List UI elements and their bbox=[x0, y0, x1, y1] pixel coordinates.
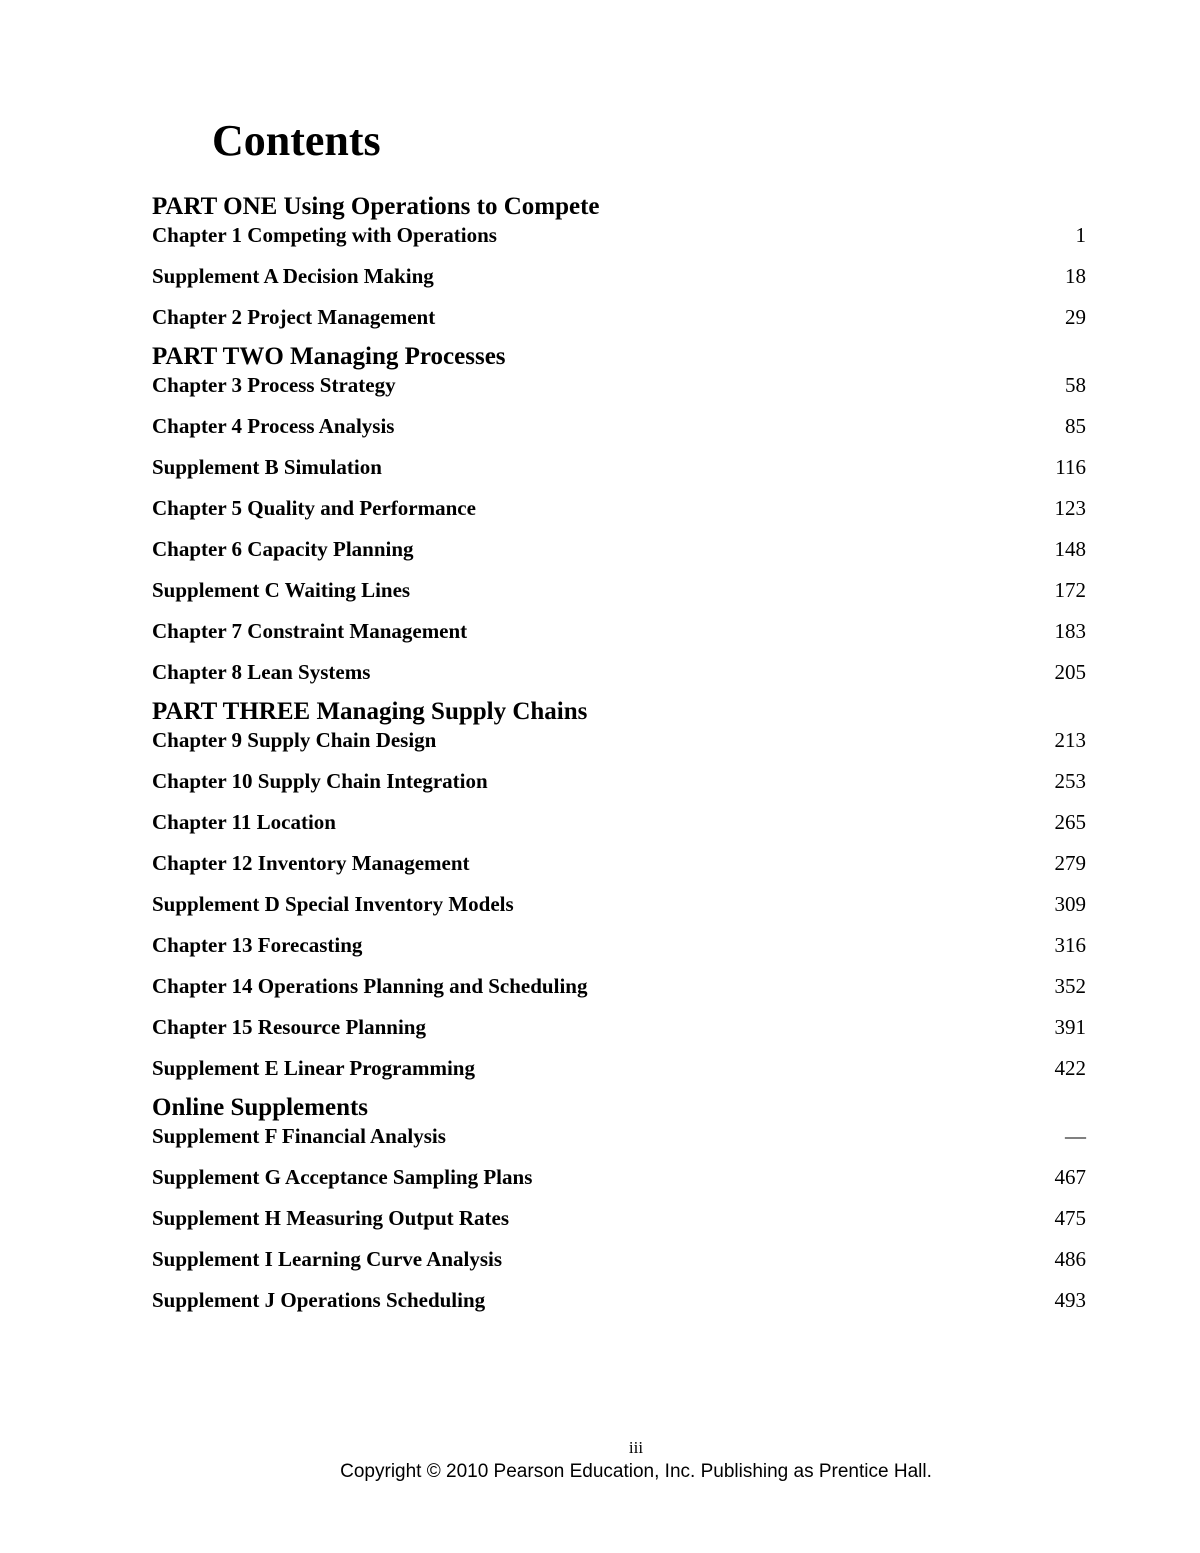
toc-entry-page-number: 391 bbox=[1054, 1015, 1086, 1039]
part-heading: PART ONE Using Operations to Compete bbox=[152, 193, 600, 220]
table-of-contents bbox=[152, 192, 1086, 1313]
toc-entry-title: Chapter 1 Competing with Operations bbox=[152, 223, 497, 247]
toc-entry-title: Chapter 6 Capacity Planning bbox=[152, 537, 414, 561]
toc-entry bbox=[152, 659, 1086, 685]
toc-entry bbox=[152, 891, 1086, 917]
toc-entry-title: Chapter 3 Process Strategy bbox=[152, 373, 396, 397]
toc-entry bbox=[152, 1205, 1086, 1231]
toc-entry-title: Chapter 8 Lean Systems bbox=[152, 660, 371, 684]
toc-entry-page-number: 1 bbox=[1075, 223, 1086, 247]
toc-entry-title: Supplement J Operations Scheduling bbox=[152, 1288, 486, 1312]
toc-entry-page-number: 213 bbox=[1054, 728, 1086, 752]
toc-section bbox=[152, 1093, 1086, 1313]
toc-entry-title: Supplement I Learning Curve Analysis bbox=[152, 1247, 503, 1271]
footer-copyright: Copyright © 2010 Pearson Education, Inc. Publishing as Prentice Hall. bbox=[340, 1461, 932, 1482]
toc-entry-title: Chapter 12 Inventory Management bbox=[152, 851, 470, 875]
toc-entry bbox=[152, 932, 1086, 958]
toc-entry-page-number: 123 bbox=[1054, 496, 1086, 520]
toc-entry bbox=[152, 1246, 1086, 1272]
toc-entry-page-number: 29 bbox=[1065, 305, 1086, 329]
toc-entry-title: Chapter 15 Resource Planning bbox=[152, 1015, 426, 1039]
toc-entry bbox=[152, 1055, 1086, 1081]
toc-entry bbox=[152, 1014, 1086, 1040]
toc-entry-page-number: 85 bbox=[1065, 414, 1086, 438]
toc-entry-title: Supplement F Financial Analysis bbox=[152, 1124, 446, 1148]
toc-entry-page-number: 148 bbox=[1054, 537, 1086, 561]
toc-entry-page-number: 467 bbox=[1054, 1165, 1086, 1189]
toc-entry bbox=[152, 850, 1086, 876]
toc-entry bbox=[152, 809, 1086, 835]
footer-page-number: iii bbox=[628, 1438, 644, 1457]
toc-entry-title: Supplement E Linear Programming bbox=[152, 1056, 475, 1080]
toc-section bbox=[152, 697, 1086, 1081]
toc-entry bbox=[152, 536, 1086, 562]
toc-entry-page-number: — bbox=[1065, 1124, 1086, 1148]
toc-entry-page-number: 352 bbox=[1054, 974, 1086, 998]
toc-entry-page-number: 309 bbox=[1054, 892, 1086, 916]
toc-entry-page-number: 265 bbox=[1054, 810, 1086, 834]
toc-entry-title: Chapter 7 Constraint Management bbox=[152, 619, 468, 643]
toc-entry bbox=[152, 618, 1086, 644]
toc-entry-title: Supplement G Acceptance Sampling Plans bbox=[152, 1165, 533, 1189]
toc-section bbox=[152, 342, 1086, 685]
toc-entry-page-number: 279 bbox=[1054, 851, 1086, 875]
toc-entry bbox=[152, 1164, 1086, 1190]
toc-entry bbox=[152, 304, 1086, 330]
toc-entry-page-number: 116 bbox=[1055, 455, 1086, 479]
toc-entry bbox=[152, 454, 1086, 480]
toc-entry-title: Supplement A Decision Making bbox=[152, 264, 434, 288]
part-heading: Online Supplements bbox=[152, 1094, 369, 1121]
toc-entry-title: Chapter 13 Forecasting bbox=[152, 933, 363, 957]
toc-entry-title: Supplement C Waiting Lines bbox=[152, 578, 411, 602]
part-heading: PART TWO Managing Processes bbox=[152, 343, 506, 370]
toc-entry-title: Chapter 9 Supply Chain Design bbox=[152, 728, 437, 752]
toc-entry-title: Chapter 11 Location bbox=[152, 810, 336, 834]
toc-entry-title: Chapter 4 Process Analysis bbox=[152, 414, 395, 438]
toc-entry bbox=[152, 768, 1086, 794]
toc-entry bbox=[152, 372, 1086, 398]
toc-entry-title: Chapter 2 Project Management bbox=[152, 305, 436, 329]
toc-entry bbox=[152, 727, 1086, 753]
toc-entry bbox=[152, 222, 1086, 248]
toc-entry-title: Chapter 5 Quality and Performance bbox=[152, 496, 476, 520]
toc-entry-page-number: 58 bbox=[1065, 373, 1086, 397]
toc-entry-title: Supplement D Special Inventory Models bbox=[152, 892, 514, 916]
toc-entry-page-number: 18 bbox=[1065, 264, 1086, 288]
toc-entry bbox=[152, 495, 1086, 521]
toc-entry-title: Chapter 10 Supply Chain Integration bbox=[152, 769, 488, 793]
toc-entry bbox=[152, 577, 1086, 603]
toc-entry bbox=[152, 973, 1086, 999]
toc-entry-page-number: 253 bbox=[1054, 769, 1086, 793]
toc-entry-page-number: 422 bbox=[1054, 1056, 1086, 1080]
toc-section bbox=[152, 192, 1086, 330]
toc-entry bbox=[152, 1123, 1086, 1149]
toc-entry-page-number: 172 bbox=[1054, 578, 1086, 602]
part-heading: PART THREE Managing Supply Chains bbox=[152, 698, 588, 725]
toc-entry-page-number: 475 bbox=[1054, 1206, 1086, 1230]
toc-entry-page-number: 205 bbox=[1054, 660, 1086, 684]
toc-entry-title: Supplement B Simulation bbox=[152, 455, 382, 479]
toc-entry-page-number: 316 bbox=[1054, 933, 1086, 957]
toc-entry-title: Supplement H Measuring Output Rates bbox=[152, 1206, 510, 1230]
page-title: Contents bbox=[212, 116, 381, 165]
toc-entry-page-number: 183 bbox=[1054, 619, 1086, 643]
toc-entry bbox=[152, 1287, 1086, 1313]
toc-entry-page-number: 486 bbox=[1054, 1247, 1086, 1271]
toc-entry bbox=[152, 263, 1086, 289]
toc-entry-title: Chapter 14 Operations Planning and Scheduling bbox=[152, 974, 588, 998]
toc-entry bbox=[152, 413, 1086, 439]
toc-entry-page-number: 493 bbox=[1054, 1288, 1086, 1312]
